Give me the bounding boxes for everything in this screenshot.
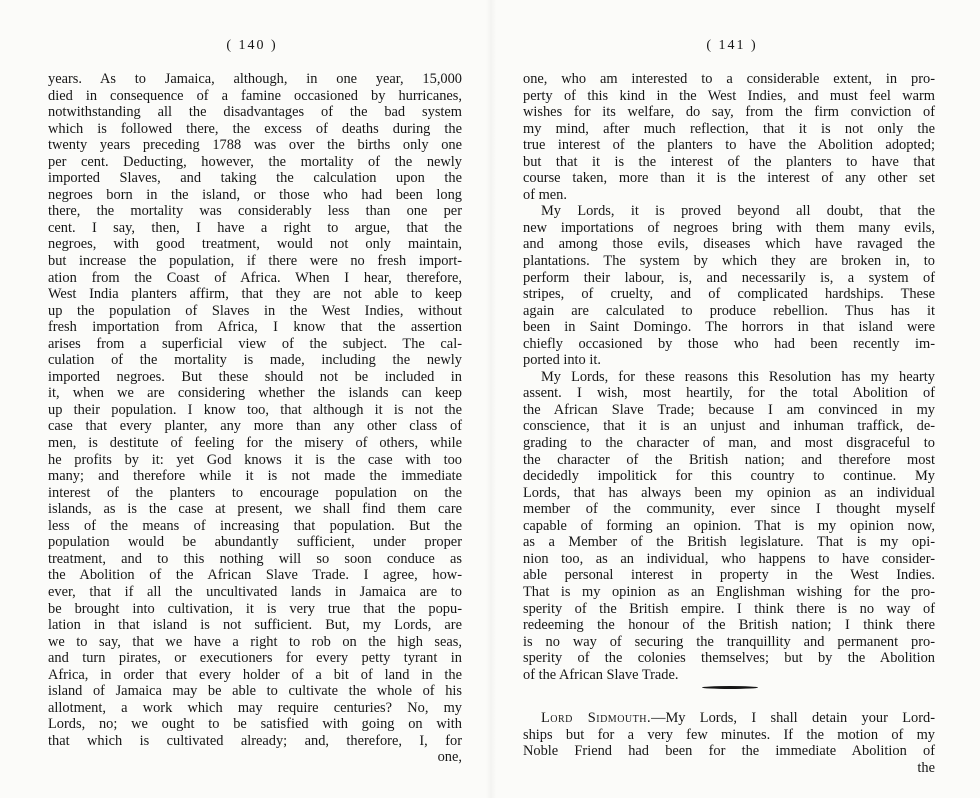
text-line: up the population of Slaves in the West Indies, without (48, 302, 462, 319)
left-page-number: ( 140 ) (226, 38, 278, 53)
text-line: capable of forming an opinion. That is my opinion now, (523, 517, 935, 534)
text-line: my mind, after much reflection, that it is not only the (523, 120, 935, 137)
section-separator (702, 684, 758, 690)
text-line: treatment, and to this nothing will so soon conduce as (48, 550, 462, 567)
text-line: that which is cultivated already; and, therefore, I, for (48, 732, 462, 749)
text-line: conscience, that it is an unjust and inhuman traffick, de- (523, 418, 935, 435)
text-line: of the African Slave Trade. (523, 666, 679, 683)
text-line: twenty years preceding 1788 was over the births only one (48, 137, 462, 154)
text-line: which is followed there, the excess of deaths during the (48, 120, 462, 137)
text-line: years. As to Jamaica, although, in one year, 15,000 (48, 71, 462, 87)
text-line: of men. (523, 186, 567, 203)
paragraph-start: My Lords, it is proved beyond all doubt, that the (541, 203, 935, 220)
text-line: population would be abundantly sufficient, under proper (48, 534, 462, 551)
text-line: the African Slave Trade; because I am convinced in my (523, 401, 935, 418)
catchword: one, (437, 749, 462, 766)
text-line: Lords, that has always been my opinion as an individual (523, 484, 935, 501)
text-line: imported negroes. But these should not be included in (48, 368, 462, 385)
text-line: islands, as is the case at present, we shall find them care (48, 501, 462, 518)
text-line: but that it is the interest of the planters to have that (523, 153, 935, 170)
text-line: ever, that if all the uncultivated lands in Jamaica are to (48, 583, 462, 600)
text-line: the character of the British nation; and therefore most (523, 451, 935, 468)
text-line: grading to the character of man, and most disgraceful to (523, 435, 935, 452)
text-line: course taken, more than it is the interest of any other set (523, 170, 935, 187)
text-line: ation from the Coast of Africa. When I hear, therefore, (48, 269, 462, 286)
text-line: stripes, of cruelty, and of complicated hardships. These (523, 286, 935, 303)
text-line: negroes, with good treatment, would not only maintain, (48, 236, 462, 253)
text-line: Africa, in order that every holder of a bit of land in the (48, 666, 462, 683)
text-line: Noble Friend had been for the immediate Abolition of (523, 743, 935, 760)
text-line: as a Member of the British legislature. That is my opi- (523, 534, 935, 551)
right-page-number: ( 141 ) (706, 38, 758, 53)
text-line: ported into it. (523, 352, 601, 369)
text-line: decidedly impolitick for this country to continue. My (523, 468, 935, 485)
text-line: arises from a superficial view of the subject. The cal- (48, 335, 462, 352)
text-line: cent. I say, then, I have a right to argue, that the (48, 219, 462, 236)
catchword: the (917, 759, 935, 776)
text-line: there, the mortality was considerably less than one per (48, 203, 462, 220)
text-line: new importations of negroes bring with them many evils, (523, 219, 935, 236)
text-line: wishes for its welfare, do say, from the firm conviction of (523, 104, 935, 121)
text-line: one, who am interested to a considerable extent, in pro- (523, 71, 935, 87)
text-line: and turn pirates, or executioners for every petty tyrant in (48, 650, 462, 667)
text-line: true interest of the planters to have the Abolition adopted; (523, 137, 935, 154)
text-line: sperity of the British empire. I think there is no way of (523, 600, 935, 617)
text-line: fresh importation from Africa, I know that the assertion (48, 319, 462, 336)
text-line: perty of this kind in the West Indies, and must feel warm (523, 87, 935, 104)
text-line: nion too, as an individual, who happens to have consider- (523, 550, 935, 567)
text-line: men, is destitute of feeling for the misery of others, while (48, 435, 462, 452)
text-line: been in Saint Domingo. The horrors in that island were (523, 319, 935, 336)
text-line: negroes born in the island, or those who had been long (48, 186, 462, 203)
text-line: That is my opinion as an Englishman wishing for the pro- (523, 583, 935, 600)
text-line: assent. I wish, most heartily, for the total Abolition of (523, 385, 935, 402)
text-line: died in consequence of a famine occasioned by hurricanes, (48, 87, 462, 104)
left-page-text (48, 71, 462, 766)
text-line: the Abolition of the African Slave Trade. I agree, how- (48, 567, 462, 584)
text-line: imported Slaves, and taking the calculation upon the (48, 170, 462, 187)
text-line: able personal interest in property in the West Indies. (523, 567, 935, 584)
text-line: per cent. Deducting, however, the mortality of the newly (48, 153, 462, 170)
text-line: sperity of the colonies themselves; but by the Abolition (523, 650, 935, 667)
text-line: interest of the planters to encourage population on the (48, 484, 462, 501)
text-line: allotment, a work which may require centuries? No, my (48, 699, 462, 716)
text-line: member of the community, ever since I thought myself (523, 501, 935, 518)
text-line: culation of the mortality is made, including the newly (48, 352, 462, 369)
gutter (486, 0, 496, 798)
text-line: up their population. I know too, that although it is not the (48, 401, 462, 418)
text-line: ships but for a very few minutes. If the motion of my (523, 726, 935, 743)
speaker-name: Lord Sidmouth. (541, 710, 652, 727)
text-line: many; and therefore while it is not made the immediate (48, 468, 462, 485)
text-line: redeeming the honour of the British nation; I think there (523, 617, 935, 634)
text-line: again are calculated to produce rebellion. Thus has it (523, 302, 935, 319)
text-line: be brought into cultivation, it is very true that the popu- (48, 600, 462, 617)
text-line: lation in that island is not sufficient. But, my Lords, are (48, 617, 462, 634)
text-line: is no way of securing the tranquillity and permanent pro- (523, 633, 935, 650)
text-line: Lords, no; we ought to be satisfied with going on with (48, 716, 462, 733)
text-line: but increase the population, if there were no fresh import- (48, 253, 462, 270)
text-line: perform their labour, is, and necessarily is, a system of (523, 269, 935, 286)
text-line: less of the means of increasing that population. But the (48, 517, 462, 534)
separator-rule (702, 686, 758, 689)
right-page-text (523, 71, 935, 776)
text-line: and among those evils, diseases which have ravaged the (523, 236, 935, 253)
text-line: West India planters affirm, that they are not able to keep (48, 286, 462, 303)
text-line: case that every planter, any more than any other class of (48, 418, 462, 435)
text-line: chiefly occasioned by those who had been recently im- (523, 335, 935, 352)
paragraph-start: My Lords, for these reasons this Resolution has my hearty (541, 368, 935, 385)
text-line: it, when we are considering whether the islands can keep (48, 385, 462, 402)
text-line: he profits by it: yet God knows it is the case with too (48, 451, 462, 468)
text-line: notwithstanding all the disadvantages of the bad system (48, 104, 462, 121)
text-line: plantations. The system by which they are broken in, to (523, 253, 935, 270)
text-line: island of Jamaica may be able to cultivate the whole of his (48, 683, 462, 700)
text-line: we to say, that we have a right to rob on the high seas, (48, 633, 462, 650)
speech-text: —My Lords, I shall detain your Lord- (651, 710, 935, 727)
speech-start (523, 710, 935, 727)
